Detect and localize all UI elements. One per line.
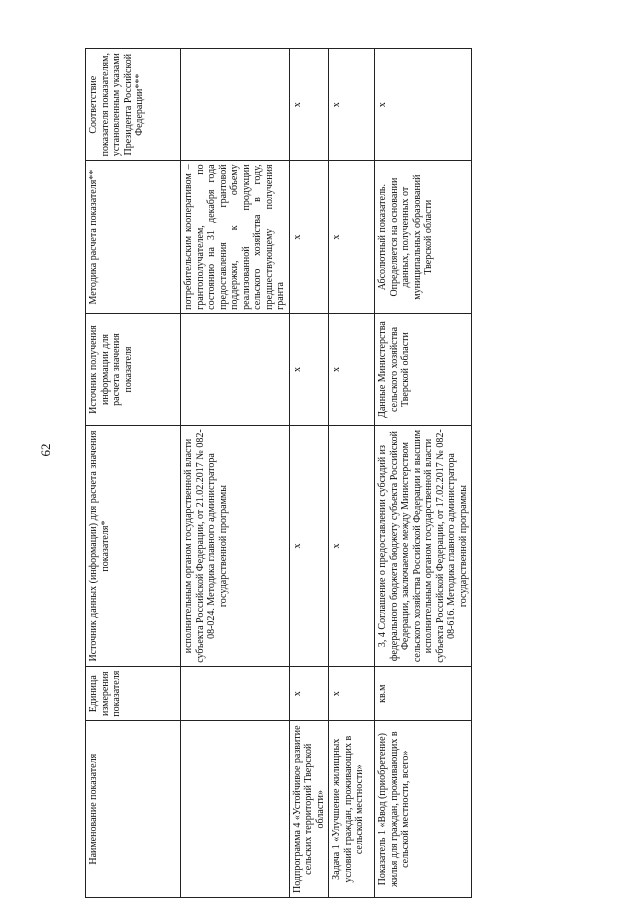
cell-name: Показатель 1 «Ввод (приобретение) жилья для граждан, проживающих в сельской местности, всего» bbox=[375, 721, 472, 898]
cell-unit: х bbox=[329, 666, 375, 721]
cell-source-info: х bbox=[329, 313, 375, 425]
cell-method: х bbox=[289, 161, 329, 313]
cell-compliance: х bbox=[289, 49, 329, 161]
cell-source-data: 3, 4 Соглашение о предоставлении субсидий из федерального бюджета бюджету субъекта Российской Федерации, заключаемое между Министерством сельского хозяйства Российской Федерации и высшим исполнительным органом государственной власти субъекта Российской Федерации, от 17.02.2017 № 082-08-616. Методика главного администратора государственной программы bbox=[375, 426, 472, 667]
indicators-table bbox=[85, 48, 472, 898]
cell-method: Абсолютный показатель. Определяется на основании данных, полученных от муниципальных образований Тверской области bbox=[375, 161, 472, 313]
header-compliance: Соответствие показателя показателям, установленным указами Президента Российской Федерации*** bbox=[86, 49, 181, 161]
cell-compliance: х bbox=[375, 49, 472, 161]
cell-unit bbox=[181, 666, 290, 721]
cell-compliance: х bbox=[329, 49, 375, 161]
cell-name bbox=[181, 721, 290, 898]
cell-method: х bbox=[329, 161, 375, 313]
cell-unit: кв.м bbox=[375, 666, 472, 721]
header-method: Методика расчета показателя** bbox=[86, 161, 181, 313]
header-name: Наименование показателя bbox=[86, 721, 181, 898]
cell-unit: х bbox=[289, 666, 329, 721]
table-row bbox=[181, 49, 290, 898]
cell-source-data: исполнительным органом государственной власти субъекта Российской Федерации, от 21.02.2017 № 082-08-024. Методика главного администратора государственной программы bbox=[181, 426, 290, 667]
header-source-info: Источник получения информации для расчета значения показателя bbox=[86, 313, 181, 425]
cell-source-info bbox=[181, 313, 290, 425]
page-number: 62 bbox=[38, 443, 53, 457]
table-row bbox=[289, 49, 329, 898]
cell-source-data: х bbox=[329, 426, 375, 667]
cell-name: Задача 1 «Улучшение жилищных условий граждан, проживающих в сельской местности» bbox=[329, 721, 375, 898]
cell-source-info: Данные Министерства сельского хозяйства Тверской области bbox=[375, 313, 472, 425]
cell-compliance bbox=[181, 49, 290, 161]
cell-source-data: х bbox=[289, 426, 329, 667]
cell-method: потребительским кооперативом – грантополучателем, по состоянию на 31 декабря года предоставления грантовой поддержки, к объему реализованной продукции сельского хозяйства в году, предшествующему получения гранта bbox=[181, 161, 290, 313]
cell-name: Подпрограмма 4 «Устойчивое развитие сельских территорий Тверской области» bbox=[289, 721, 329, 898]
table-header-row bbox=[86, 49, 181, 898]
table-row bbox=[375, 49, 472, 898]
header-source-data: Источник данных (информации) для расчета значения показателя* bbox=[86, 426, 181, 667]
rotated-table-sheet bbox=[85, 48, 469, 898]
table-row bbox=[329, 49, 375, 898]
header-unit: Единица измерения показателя bbox=[86, 666, 181, 721]
cell-source-info: х bbox=[289, 313, 329, 425]
